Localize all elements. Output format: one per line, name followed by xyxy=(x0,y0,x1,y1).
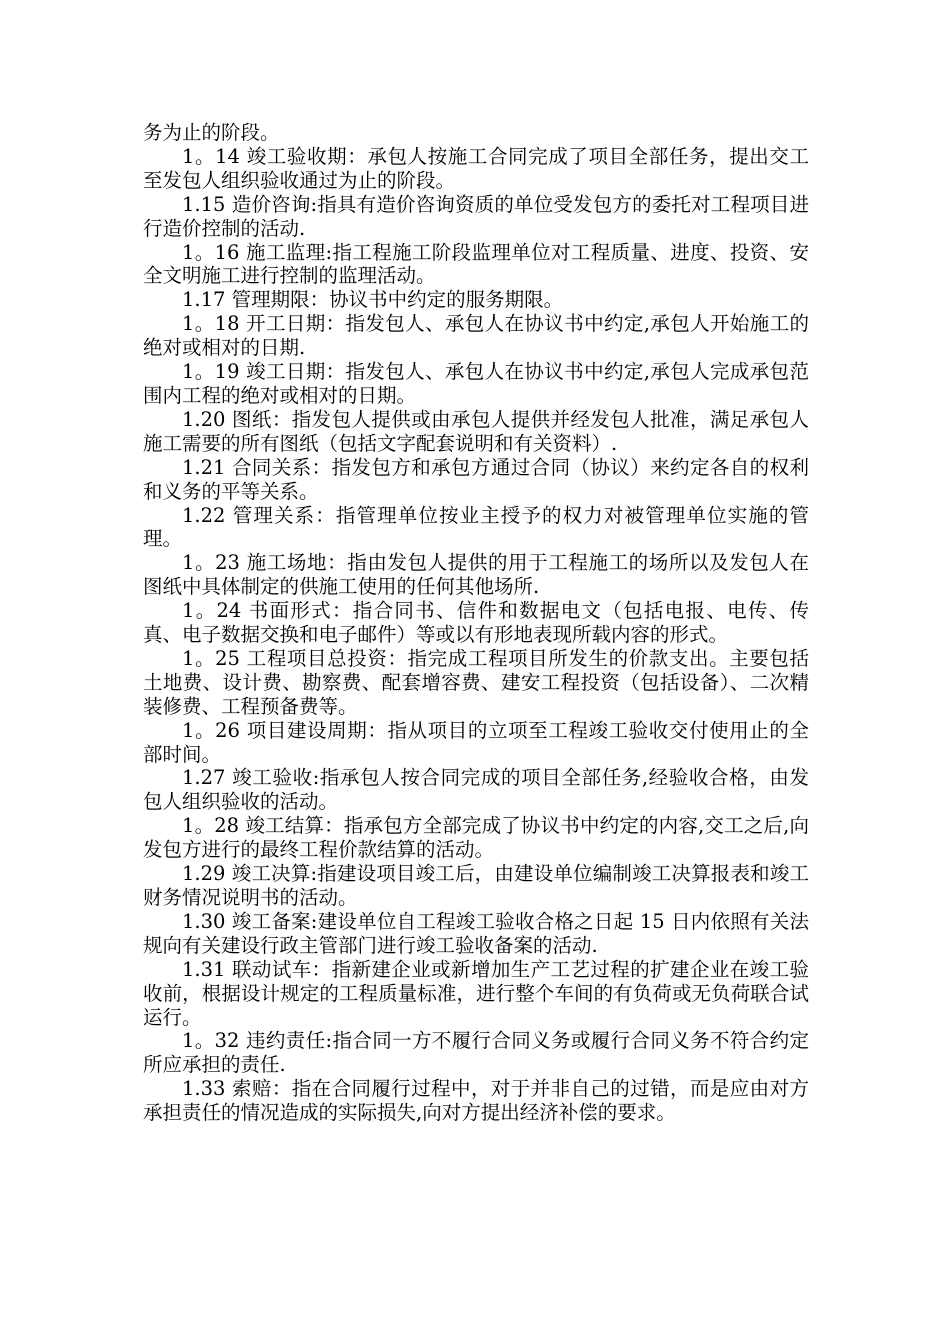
paragraph: 1。14 竣工验收期：承包人按施工合同完成了项目全部任务，提出交工至发包人组织验收通过为止的阶段。 xyxy=(143,144,809,192)
paragraph: 1。18 开工日期：指发包人、承包人在协议书中约定,承包人开始施工的绝对或相对的日期. xyxy=(143,312,809,360)
paragraph: 1。26 项目建设周期：指从项目的立项至工程竣工验收交付使用止的全部时间。 xyxy=(143,718,809,766)
paragraph: 1.21 合同关系：指发包方和承包方通过合同（协议）来约定各自的权利和义务的平等关系。 xyxy=(143,455,809,503)
paragraph: 1.29 竣工决算:指建设项目竣工后，由建设单位编制竣工决算报表和竣工财务情况说明书的活动。 xyxy=(143,862,809,909)
paragraph: 1。32 违约责任:指合同一方不履行合同义务或履行合同义务不符合约定所应承担的责任. xyxy=(143,1029,809,1077)
paragraph: 1。23 施工场地：指由发包人提供的用于工程施工的场所以及发包人在图纸中具体制定的供施工使用的任何其他场所. xyxy=(143,551,809,599)
paragraph: 1。28 竣工结算：指承包方全部完成了协议书中约定的内容,交工之后,向发包方进行的最终工程价款结算的活动。 xyxy=(143,814,809,862)
paragraph: 1.31 联动试车：指新建企业或新增加生产工艺过程的扩建企业在竣工验收前，根据设计规定的工程质量标准，进行整个车间的有负荷或无负荷联合试运行。 xyxy=(143,957,809,1029)
paragraph: 1.30 竣工备案:建设单位自工程竣工验收合格之日起 15 日内依照有关法规向有关建设行政主管部门进行竣工验收备案的活动. xyxy=(143,909,809,957)
paragraph: 1.33 索赔：指在合同履行过程中，对于并非自己的过错，而是应由对方承担责任的情况造成的实际损失,向对方提出经济补偿的要求。 xyxy=(143,1077,809,1125)
paragraph: 1.22 管理关系：指管理单位按业主授予的权力对被管理单位实施的管理。 xyxy=(143,503,809,551)
paragraph: 1。19 竣工日期：指发包人、承包人在协议书中约定,承包人完成承包范围内工程的绝对或相对的日期。 xyxy=(143,360,809,407)
document-body xyxy=(143,121,809,1125)
paragraph: 1.17 管理期限：协议书中约定的服务期限。 xyxy=(182,288,564,312)
paragraph: 务为止的阶段。 xyxy=(143,121,280,144)
paragraph: 1.27 竣工验收:指承包人按合同完成的项目全部任务,经验收合格，由发包人组织验收的活动。 xyxy=(143,766,809,814)
paragraph: 1。24 书面形式：指合同书、信件和数据电文（包括电报、电传、传真、电子数据交换和电子邮件）等或以有形地表现所载内容的形式。 xyxy=(143,599,809,647)
paragraph: 1。25 工程项目总投资：指完成工程项目所发生的价款支出。主要包括土地费、设计费、勘察费、配套增容费、建安工程投资（包括设备）、二次精装修费、工程预备费等。 xyxy=(143,646,809,718)
paragraph: 1.15 造价咨询:指具有造价咨询资质的单位受发包方的委托对工程项目进行造价控制的活动. xyxy=(143,192,809,240)
paragraph: 1.20 图纸：指发包人提供或由承包人提供并经发包人批准，满足承包人施工需要的所有图纸（包括文字配套说明和有关资料）. xyxy=(143,407,809,455)
paragraph: 1。16 施工监理:指工程施工阶段监理单位对工程质量、进度、投资、安全文明施工进行控制的监理活动。 xyxy=(143,240,809,288)
